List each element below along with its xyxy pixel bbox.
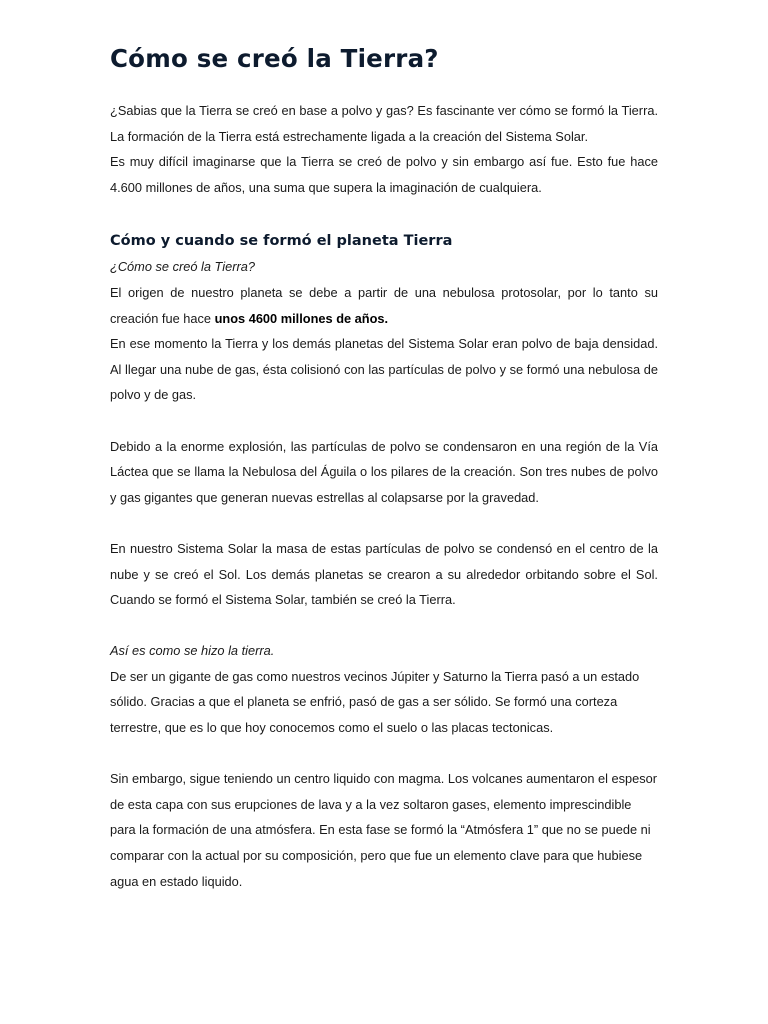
origin-paragraph [110,280,658,331]
moment-paragraph: En ese momento la Tierra y los demás planetas del Sistema Solar eran polvo de baja densidad. Al llegar una nube de gas, ésta colisionó con las partículas de polvo y se formó una nebulosa de polvo y de gas. [110,336,658,403]
magma-paragraph: Sin embargo, sigue teniendo un centro liquido con magma. Los volcanes aumentaron el espesor de esta capa con sus erupciones de lava y a la vez soltaron gases, elemento imprescindible para la formación de una atmósfera. En esta fase se formó la “Atmósfera 1” que no se puede ni comparar con la actual por su composición, pero que fue un elemento clave para que hubiese agua en estado liquido. [110,771,658,889]
origin-bold-text: unos 4600 millones de años. [214,310,389,326]
page-title: Cómo se creó la Tierra? [110,44,439,73]
paragraph-gap [110,408,658,434]
paragraph-gap [110,741,658,767]
solar-system-paragraph: En nuestro Sistema Solar la masa de estas partículas de polvo se condensó en el centro de la nube y se creó el Sol. Los demás planetas se crearon a su alrededor orbitando sobre el Sol. Cuando se formó el Sistema Solar, también se creó la Tierra. [110,540,658,608]
paragraph-gap [110,510,658,536]
section-heading: Cómo y cuando se formó el planeta Tierra [110,233,453,250]
subheading-italic-1: ¿Cómo se creó la Tierra? [110,259,255,275]
gas-giant-paragraph: De ser un gigante de gas como nuestros vecinos Júpiter y Saturno la Tierra pasó a un estado sólido. Gracias a que el planeta se enfrió, pasó de gas a ser sólido. Se formó una corteza terrestre, que es lo que hoy conocemos como el suelo o las placas tectonicas. [110,668,640,736]
document-page [110,40,658,894]
origin-text: El origen de nuestro planeta se debe a partir de una nebulosa protosolar, por lo tanto su creación fue hace [110,284,658,326]
paragraph-gap [110,613,658,639]
subheading-italic-2: Así es como se hizo la tierra. [110,643,275,659]
intro-paragraph-2: Es muy difícil imaginarse que la Tierra se creó de polvo y sin embargo así fue. Esto fue hace 4.600 millones de años, una suma que supera la imaginación de cualquiera. [110,154,658,195]
explosion-paragraph: Debido a la enorme explosión, las partículas de polvo se condensaron en una región de la Vía Láctea que se llama la Nebulosa del Águila o los pilares de la creación. Son tres nubes de polvo y gas gigantes que generan nuevas estrellas al colapsarse por la gravedad. [110,438,658,505]
intro-paragraph-1: ¿Sabias que la Tierra se creó en base a polvo y gas? Es fascinante ver cómo se formó la Tierra. La formación de la Tierra está estrechamente ligada a la creación del Sistema Solar. [110,103,658,144]
